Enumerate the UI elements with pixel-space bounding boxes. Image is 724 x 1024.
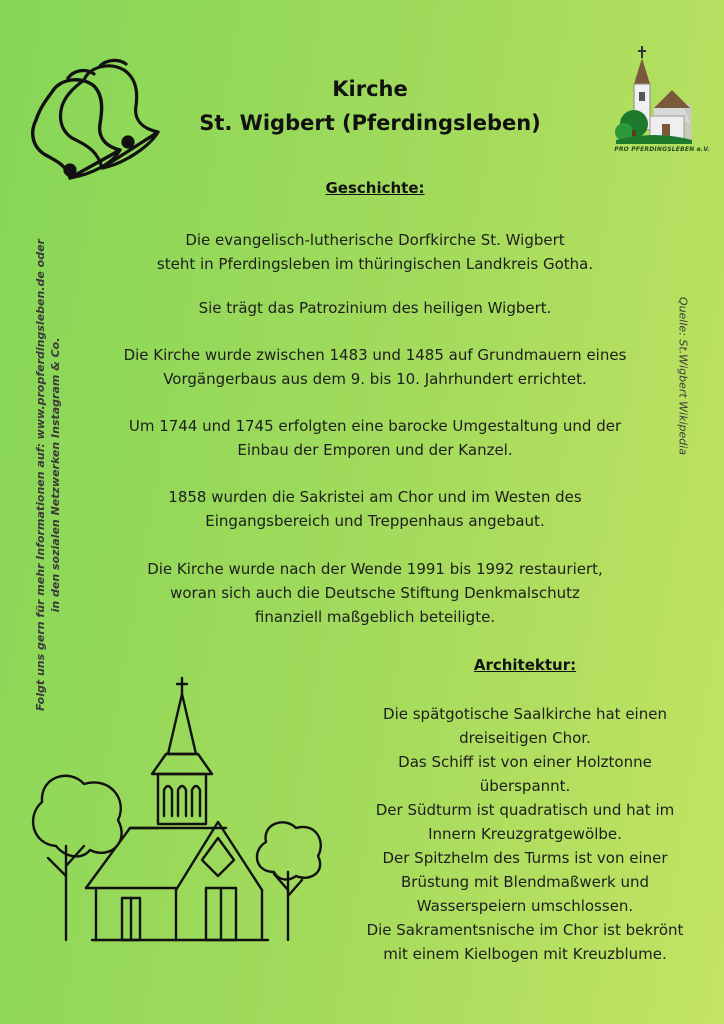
source-text: Quelle: St.Wigbert Wikipedia — [676, 296, 690, 456]
church-drawing-icon — [26, 676, 326, 942]
text-line: Das Schiff ist von einer Holztonne — [398, 753, 652, 771]
page-title — [150, 72, 590, 140]
text-line: Die evangelisch-lutherische Dorfkirche St. Wigbert — [185, 231, 565, 249]
architektur-text — [340, 702, 710, 966]
text-line: Wasserspeiern umschlossen. — [416, 897, 634, 915]
text-line: finanziell maßgeblich beteiligte. — [254, 608, 496, 626]
text-line: Vorgängerbaus aus dem 9. bis 10. Jahrhundert errichtet. — [163, 370, 587, 388]
text-line: Innern Kreuzgratgewölbe. — [428, 825, 622, 843]
text-line: Um 1744 und 1745 erfolgten eine barocke Umgestaltung und der — [128, 417, 622, 435]
text-line: überspannt. — [479, 777, 571, 795]
text-line: Der Spitzhelm des Turms ist von einer — [382, 849, 668, 867]
title-line-1: Kirche — [332, 77, 408, 101]
text-line: Die Kirche wurde zwischen 1483 und 1485 auf Grundmauern eines — [123, 346, 627, 364]
title-line-2: St. Wigbert (Pferdingsleben) — [199, 111, 541, 135]
text-line: Einbau der Emporen und der Kanzel. — [237, 441, 513, 459]
text-line: Die spätgotische Saalkirche hat einen — [383, 705, 667, 723]
text-line: Folgt uns gern für mehr Informationen auf: www.propferdingsleben.de oder — [34, 239, 47, 711]
text-line: Brüstung mit Blendmaßwerk und — [400, 873, 649, 891]
geschichte-paragraph-3 — [95, 343, 655, 391]
architektur-heading: Architektur: — [473, 656, 577, 674]
text-line: Sie trägt das Patrozinium des heiligen Wigbert. — [198, 299, 552, 317]
geschichte-paragraph-4 — [95, 414, 655, 462]
geschichte-paragraph-5 — [95, 485, 655, 533]
text-line: mit einem Kielbogen mit Kreuzblume. — [383, 945, 667, 963]
text-line: Die Sakramentsnische im Chor ist bekrönt — [366, 921, 684, 939]
text-line: woran sich auch die Deutsche Stiftung Denkmalschutz — [170, 584, 580, 602]
text-line: dreiseitigen Chor. — [459, 729, 591, 747]
text-line: steht in Pferdingsleben im thüringischen Landkreis Gotha. — [156, 255, 594, 273]
text-line: 1858 wurden die Sakristei am Chor und im Westen des — [168, 488, 582, 506]
logo-caption: PRO PFERDINGSLEBEN e.V. — [614, 146, 710, 153]
text-line: in den sozialen Netzwerken Instagram & Co. — [49, 337, 62, 613]
church-logo-icon — [614, 44, 694, 146]
geschichte-paragraph-2 — [95, 296, 655, 320]
geschichte-paragraph-6 — [95, 557, 655, 629]
geschichte-paragraph-1 — [95, 228, 655, 276]
geschichte-heading: Geschichte: — [325, 179, 425, 197]
text-line: Der Südturm ist quadratisch und hat im — [375, 801, 675, 819]
bells-icon — [28, 56, 168, 180]
text-line: Die Kirche wurde nach der Wende 1991 bis 1992 restauriert, — [147, 560, 603, 578]
text-line: Eingangsbereich und Treppenhaus angebaut. — [205, 512, 545, 530]
